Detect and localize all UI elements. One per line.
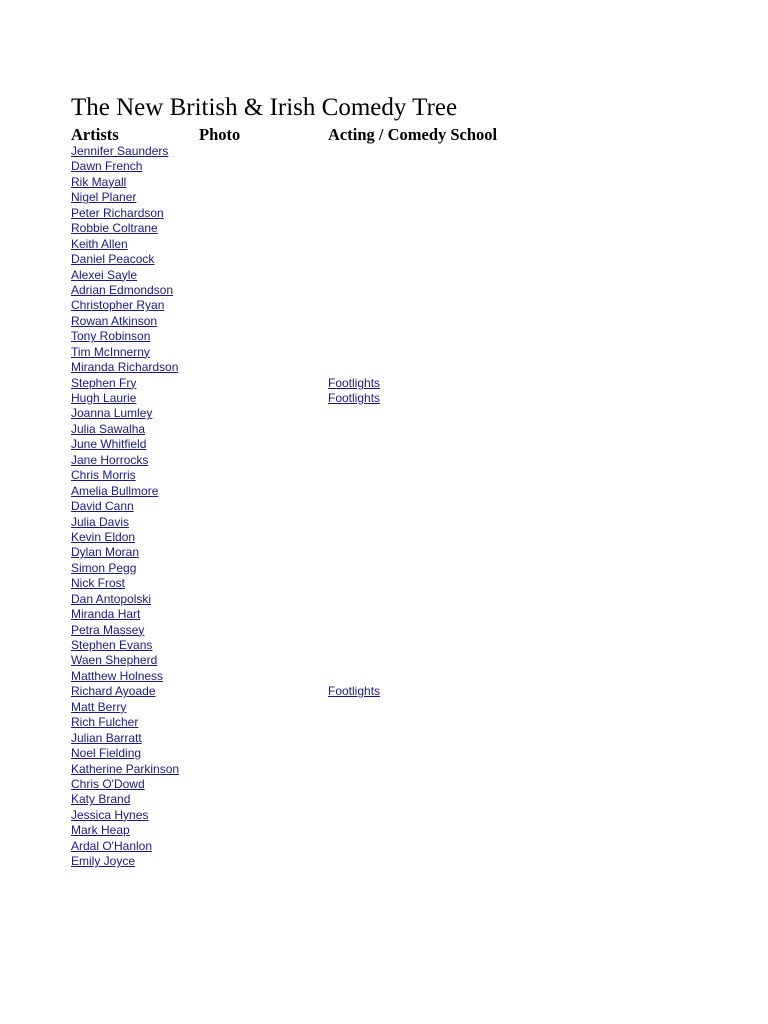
table-row xyxy=(0,360,768,375)
artist-link[interactable]: Rik Mayall xyxy=(71,174,127,189)
table-row xyxy=(0,376,768,391)
artist-link[interactable]: Adrian Edmondson xyxy=(71,282,174,297)
table-row xyxy=(0,607,768,622)
school-link[interactable]: Footlights xyxy=(328,684,381,699)
artist-link[interactable]: Simon Pegg xyxy=(71,560,137,575)
table-row xyxy=(0,715,768,730)
table-row xyxy=(0,808,768,823)
table-row xyxy=(0,653,768,668)
artist-link[interactable]: Stephen Evans xyxy=(71,638,153,652)
table-row xyxy=(0,499,768,514)
table-row xyxy=(0,530,768,545)
table-row xyxy=(0,561,768,576)
artist-link[interactable]: Tony Robinson xyxy=(71,329,151,344)
school-link[interactable]: Footlights xyxy=(328,375,381,390)
artist-link[interactable]: Tim McInnerny xyxy=(71,344,150,359)
artist-link[interactable]: Peter Richardson xyxy=(71,205,164,220)
artist-link[interactable]: Rich Fulcher xyxy=(71,715,139,730)
artist-link[interactable]: Keith Allen xyxy=(71,236,128,251)
artist-link[interactable]: Petra Massey xyxy=(71,622,145,637)
artist-link[interactable]: Julia Davis xyxy=(71,514,130,529)
table-row xyxy=(0,854,768,869)
table-row xyxy=(0,700,768,715)
artist-link[interactable]: Jane Horrocks xyxy=(71,452,149,467)
table-row xyxy=(0,159,768,174)
artist-link[interactable]: Chris O'Dowd xyxy=(71,776,145,791)
table-row xyxy=(0,823,768,838)
table-row xyxy=(0,762,768,777)
artist-link[interactable]: Julian Barratt xyxy=(71,730,142,745)
artist-link[interactable]: Mark Heap xyxy=(71,823,130,838)
table-row xyxy=(0,345,768,360)
table-row xyxy=(0,515,768,530)
table-row xyxy=(0,144,768,159)
artist-link[interactable]: Miranda Hart xyxy=(71,607,141,622)
artist-link[interactable]: Katherine Parkinson xyxy=(71,761,180,776)
artist-link[interactable]: Nigel Planer xyxy=(71,190,137,205)
table-row xyxy=(0,669,768,684)
page-title: The New British & Irish Comedy Tree xyxy=(71,94,458,121)
table-row xyxy=(0,746,768,761)
artist-link[interactable]: Kevin Eldon xyxy=(71,529,136,544)
table-row xyxy=(0,252,768,267)
table-row xyxy=(0,638,768,653)
table-row xyxy=(0,468,768,483)
table-row xyxy=(0,839,768,854)
table-row xyxy=(0,792,768,807)
table-row xyxy=(0,190,768,205)
artist-link[interactable]: Dan Antopolski xyxy=(71,591,152,606)
artist-link[interactable]: Ardal O'Hanlon xyxy=(71,838,152,853)
artist-link[interactable]: Jessica Hynes xyxy=(71,807,149,822)
artist-link[interactable]: Stephen Fry xyxy=(71,375,137,390)
table-row xyxy=(0,731,768,746)
artist-link[interactable]: Emily Joyce xyxy=(71,854,136,869)
table-row xyxy=(0,298,768,313)
artist-link[interactable]: Christopher Ryan xyxy=(71,298,165,313)
artist-link[interactable]: Alexei Sayle xyxy=(71,267,138,282)
artist-link[interactable]: Amelia Bullmore xyxy=(71,483,159,498)
artist-link[interactable]: David Cann xyxy=(71,499,134,514)
table-row xyxy=(0,391,768,406)
artist-link[interactable]: Nick Frost xyxy=(71,576,125,591)
table-row xyxy=(0,484,768,499)
table-row xyxy=(0,453,768,468)
table-row xyxy=(0,422,768,437)
artist-link[interactable]: Hugh Laurie xyxy=(71,391,137,405)
table-row xyxy=(0,175,768,190)
school-link[interactable]: Footlights xyxy=(328,391,381,405)
artist-link[interactable]: Julia Sawalha xyxy=(71,421,146,436)
table-row xyxy=(0,206,768,221)
artist-link[interactable]: Rowan Atkinson xyxy=(71,313,158,328)
artist-link[interactable]: Waen Shepherd xyxy=(71,653,158,668)
table-row xyxy=(0,314,768,329)
artist-table xyxy=(0,144,768,870)
artist-link[interactable]: Robbie Coltrane xyxy=(71,221,158,236)
column-header-photo: Photo xyxy=(199,125,241,144)
artist-link[interactable]: June Whitfield xyxy=(71,437,147,452)
artist-link[interactable]: Dawn French xyxy=(71,159,143,174)
table-row xyxy=(0,268,768,283)
artist-link[interactable]: Miranda Richardson xyxy=(71,360,179,375)
table-row xyxy=(0,283,768,298)
table-row xyxy=(0,545,768,560)
table-row xyxy=(0,406,768,421)
artist-link[interactable]: Dylan Moran xyxy=(71,545,140,560)
table-row xyxy=(0,684,768,699)
column-header-artists: Artists xyxy=(71,125,119,144)
artist-link[interactable]: Chris Morris xyxy=(71,468,136,483)
artist-link[interactable]: Joanna Lumley xyxy=(71,406,153,421)
table-row xyxy=(0,437,768,452)
artist-link[interactable]: Jennifer Saunders xyxy=(71,144,169,158)
table-row xyxy=(0,777,768,792)
artist-link[interactable]: Noel Fielding xyxy=(71,746,142,761)
table-row xyxy=(0,221,768,236)
table-row xyxy=(0,329,768,344)
table-row xyxy=(0,237,768,252)
artist-link[interactable]: Katy Brand xyxy=(71,792,131,807)
artist-link[interactable]: Richard Ayoade xyxy=(71,684,156,699)
table-row xyxy=(0,623,768,638)
artist-link[interactable]: Daniel Peacock xyxy=(71,252,155,267)
artist-link[interactable]: Matt Berry xyxy=(71,699,127,714)
table-row xyxy=(0,576,768,591)
table-row xyxy=(0,592,768,607)
column-header-school: Acting / Comedy School xyxy=(328,125,498,144)
artist-link[interactable]: Matthew Holness xyxy=(71,668,164,683)
